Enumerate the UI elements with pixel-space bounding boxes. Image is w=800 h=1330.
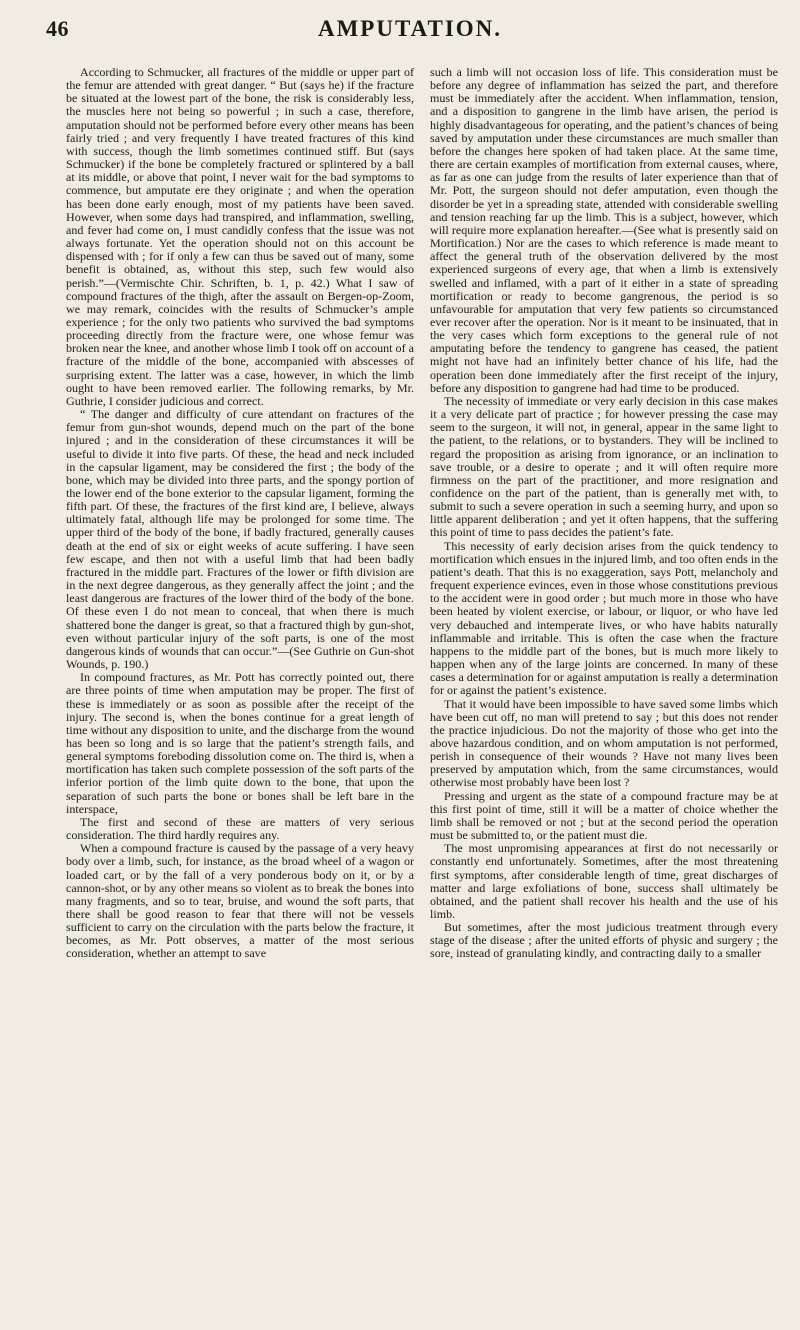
paragraph: According to Schmucker, all fractures of the middle or upper part of the femur are attended with great danger. “ But (says he) if the fracture be situated at the lowest part of the bone, the risk is considerably less, the muscles here not being so powerful ; in such a case, therefore, amputation should not be performed before every other means has been fairly tried ; and very frequently I have treated fractures of this kind with success, though the limb sometimes continued stiff. But (says Schmucker) if the bone be completely fractured or splintered by a ball at its middle, or above that point, I never wait for the bad symptoms to commence, but amputate ere they originate ; and when the operation has been done early enough, most of my patients have been saved. However, when some days had transpired, and inflammation, swelling, and fever had come on, I must candidly confess that the issue was not always fortunate. Yet the operation should not on this account be dispensed with ; for if only a few can thus be saved out of many, some benefit is obtained, as, without this step, such few would also perish.”—(Vermischte Chir. Schriften, b. 1, p. 42.) What I saw of compound fractures of the thigh, after the assault on Bergen-op-Zoom, we may remark, coincides with the results of Schmucker’s ample experience ; for the only two patients who survived the bad symptoms proceeding directly from the fracture were, one whose femur was broken near the knee, and another whose limb I took off on account of a fracture of the middle of the bone, accompanied with abscesses of surprising extent. The latter was a case, however, in which the limb ought to have been removed earlier. The following remarks, by Mr. Guthrie, I consider judicious and correct.	[66, 65, 414, 408]
paragraph: “ The danger and difficulty of cure attendant on fractures of the femur from gun-shot wounds, depend much on the part of the bone injured ; and in the consideration of these circumstances it will be useful to divide it into five parts. Of these, the head and neck included in the capsular ligament, may be considered the first ; the body of the bone, which may be divided into three parts, and the spongy portion of the lower end of the bone exterior to the capsular ligament, forming the fifth part. Of these, the fractures of the first kind are, I believe, always ultimately fatal, although life may be prolonged for some time. The upper third of the body of the bone, if badly fractured, generally causes death at the end of six or eight weeks of acute suffering. I have seen few escape, and then not with a useful limb that had been badly fractured in the middle part. Fractures of the lower or fifth division are in the next degree dangerous, as they generally affect the joint ; and the least dangerous are fractures of the lower third of the body of the bone. Of these even I do not mean to conceal, that when there is much shattered bone the danger is great, so that a fractured thigh by gun-shot, even without particular injury of the soft parts, is one of the most dangerous kinds of wounds that can occur.”—(See Guthrie on Gun-shot Wounds, p. 190.)	[66, 407, 414, 672]
page-number: 46	[46, 16, 69, 41]
page-header	[46, 16, 774, 52]
paragraph: When a compound fracture is caused by the passage of a very heavy body over a limb, such, for instance, as the broad wheel of a wagon or loaded cart, or by the fall of a very ponderous body on it, or by a cannon-shot, or by any other means so violent as to break the bones into many fragments, and so to tear, bruise, and wound the soft parts, that there shall be good reason to fear that there will not be vessels sufficient to carry on the circulation with the parts below the fracture, it becomes, as Mr. Pott observes, a matter of the most serious consideration, whether an attempt to save	[66, 841, 414, 961]
right-column	[430, 66, 778, 961]
running-head: AMPUTATION.	[317, 16, 503, 41]
paragraph: The first and second of these are matters of very serious consideration. The third hardly requires any.	[66, 814, 414, 843]
paragraph: The necessity of immediate or very early decision in this case makes it a very delicate part of practice ; for however pressing the case may seem to the surgeon, it will not, in general, appear in the same light to the patient, to the relations, or to bystanders. They will be inclined to regard the proposition as arising from ignorance, or an inclination to save trouble, or a desire to operate ; and it will often require more firmness on the part of the practitioner, and more resignation and confidence on the part of the patient, than is generally met with, to submit to such a severe operation in such a seeming hurry, and upon so little apparent deliberation ; and yet it often happens, that the suffering this point of time to pass decides the patient’s fate.	[430, 393, 778, 540]
paragraph: The most unpromising appearances at first do not necessarily or constantly end unfortunately. Sometimes, after the most threatening first symptoms, after considerable length of time, great discharges of matter and large exfoliations of bone, success shall ultimately be obtained, and the patient shall recover his health and the use of his limb.	[430, 841, 778, 921]
paragraph: That it would have been impossible to have saved some limbs which have been cut off, no man will pretend to say ; but this does not render the practice injudicious. Do not the majority of those who get into the above hazardous condition, and on whom amputation is not performed, perish in consequence of their wounds ? Have not many lives been preserved by amputation which, from the same circumstances, would otherwise most probably have been lost ?	[430, 696, 778, 790]
paragraph: Pressing and urgent as the state of a compound fracture may be at this first point of time, still it will be a matter of choice whether the limb shall be removed or not ; but at the second period the operation must be submitted to, or the patient must die.	[430, 788, 778, 843]
paragraph: In compound fractures, as Mr. Pott has correctly pointed out, there are three points of time when amputation may be proper. The first of these is immediately or as soon as possible after the receipt of the injury. The second is, when the bones continue for a great length of time without any disposition to unite, and the discharge from the wound has been so long and is so large that the patient’s strength fails, and general symptoms foreboding dissolution come on. The third is, when a mortification has taken such complete possession of the soft parts of the inferior portion of the limb quite down to the bone, that upon the separation of such parts the bone or bones shall be left bare in the interspace,	[66, 670, 414, 816]
paragraph: This necessity of early decision arises from the quick tendency to mortification which ensues in the injured limb, and too often ends in the patient’s death. That this is no exaggeration, says Pott, melancholy and frequent experience evinces, even in those whose constitutions previous to the accident were in good order ; but much more in those who have been heated by violent exercise, or labour, or liquor, or who have led very debauched and intemperate lives, or who have habits naturally inflammable and irritable. This is often the case when the fracture happens to the middle part of the bones, but is much more likely to happen when any of the large joints are concerned. In many of these cases a determination for or against amputation is really a determination for or against the patient’s existence.	[430, 538, 778, 698]
paragraph: such a limb will not occasion loss of life. This consideration must be before any degree of inflammation has seized the part, and therefore must be immediately after the accident. When inflammation, tension, and a disposition to gangrene in the limb have arisen, the period is highly disadvantageous for operating, and the patient’s chances of being saved by amputation under these circumstances are much smaller than before the changes here spoken of had taken place. At the same time, there are certain examples of mortification from external causes, where, as far as one can judge from the results of later experience than that of Mr. Pott, the surgeon should not defer amputation, even though the disorder be yet in a spreading state, attended with considerable swelling and tension reaching far up the limb. This is a subject, however, which will require more explanation hereafter.—(See what is presently said on Mortification.) Nor are the cases to which reference is made meant to affect the general truth of the observation delivered by the most experienced surgeons of every age, that when a limb is extensively swelled and inflamed, with a part of it either in a state of spreading mortification or ready to become gangrenous, the period is so unfavourable for amputation that very few patients so circumstanced ever recover after the operation. Nor is it meant to be insinuated, that in the very cases which form exceptions to the general rule of not amputating before the tendency to gangrene has ceased, the patient might not have had an infinitely better chance of his life, had the operation been done immediately after the first receipt of the injury, before any disposition to gangrene had had time to be produced.	[430, 65, 778, 395]
text-columns	[66, 66, 778, 961]
left-column	[66, 66, 414, 961]
paragraph: But sometimes, after the most judicious treatment through every stage of the disease ; after the united efforts of physic and surgery ; the sore, instead of granulating kindly, and contracting daily to a smaller	[430, 920, 778, 961]
